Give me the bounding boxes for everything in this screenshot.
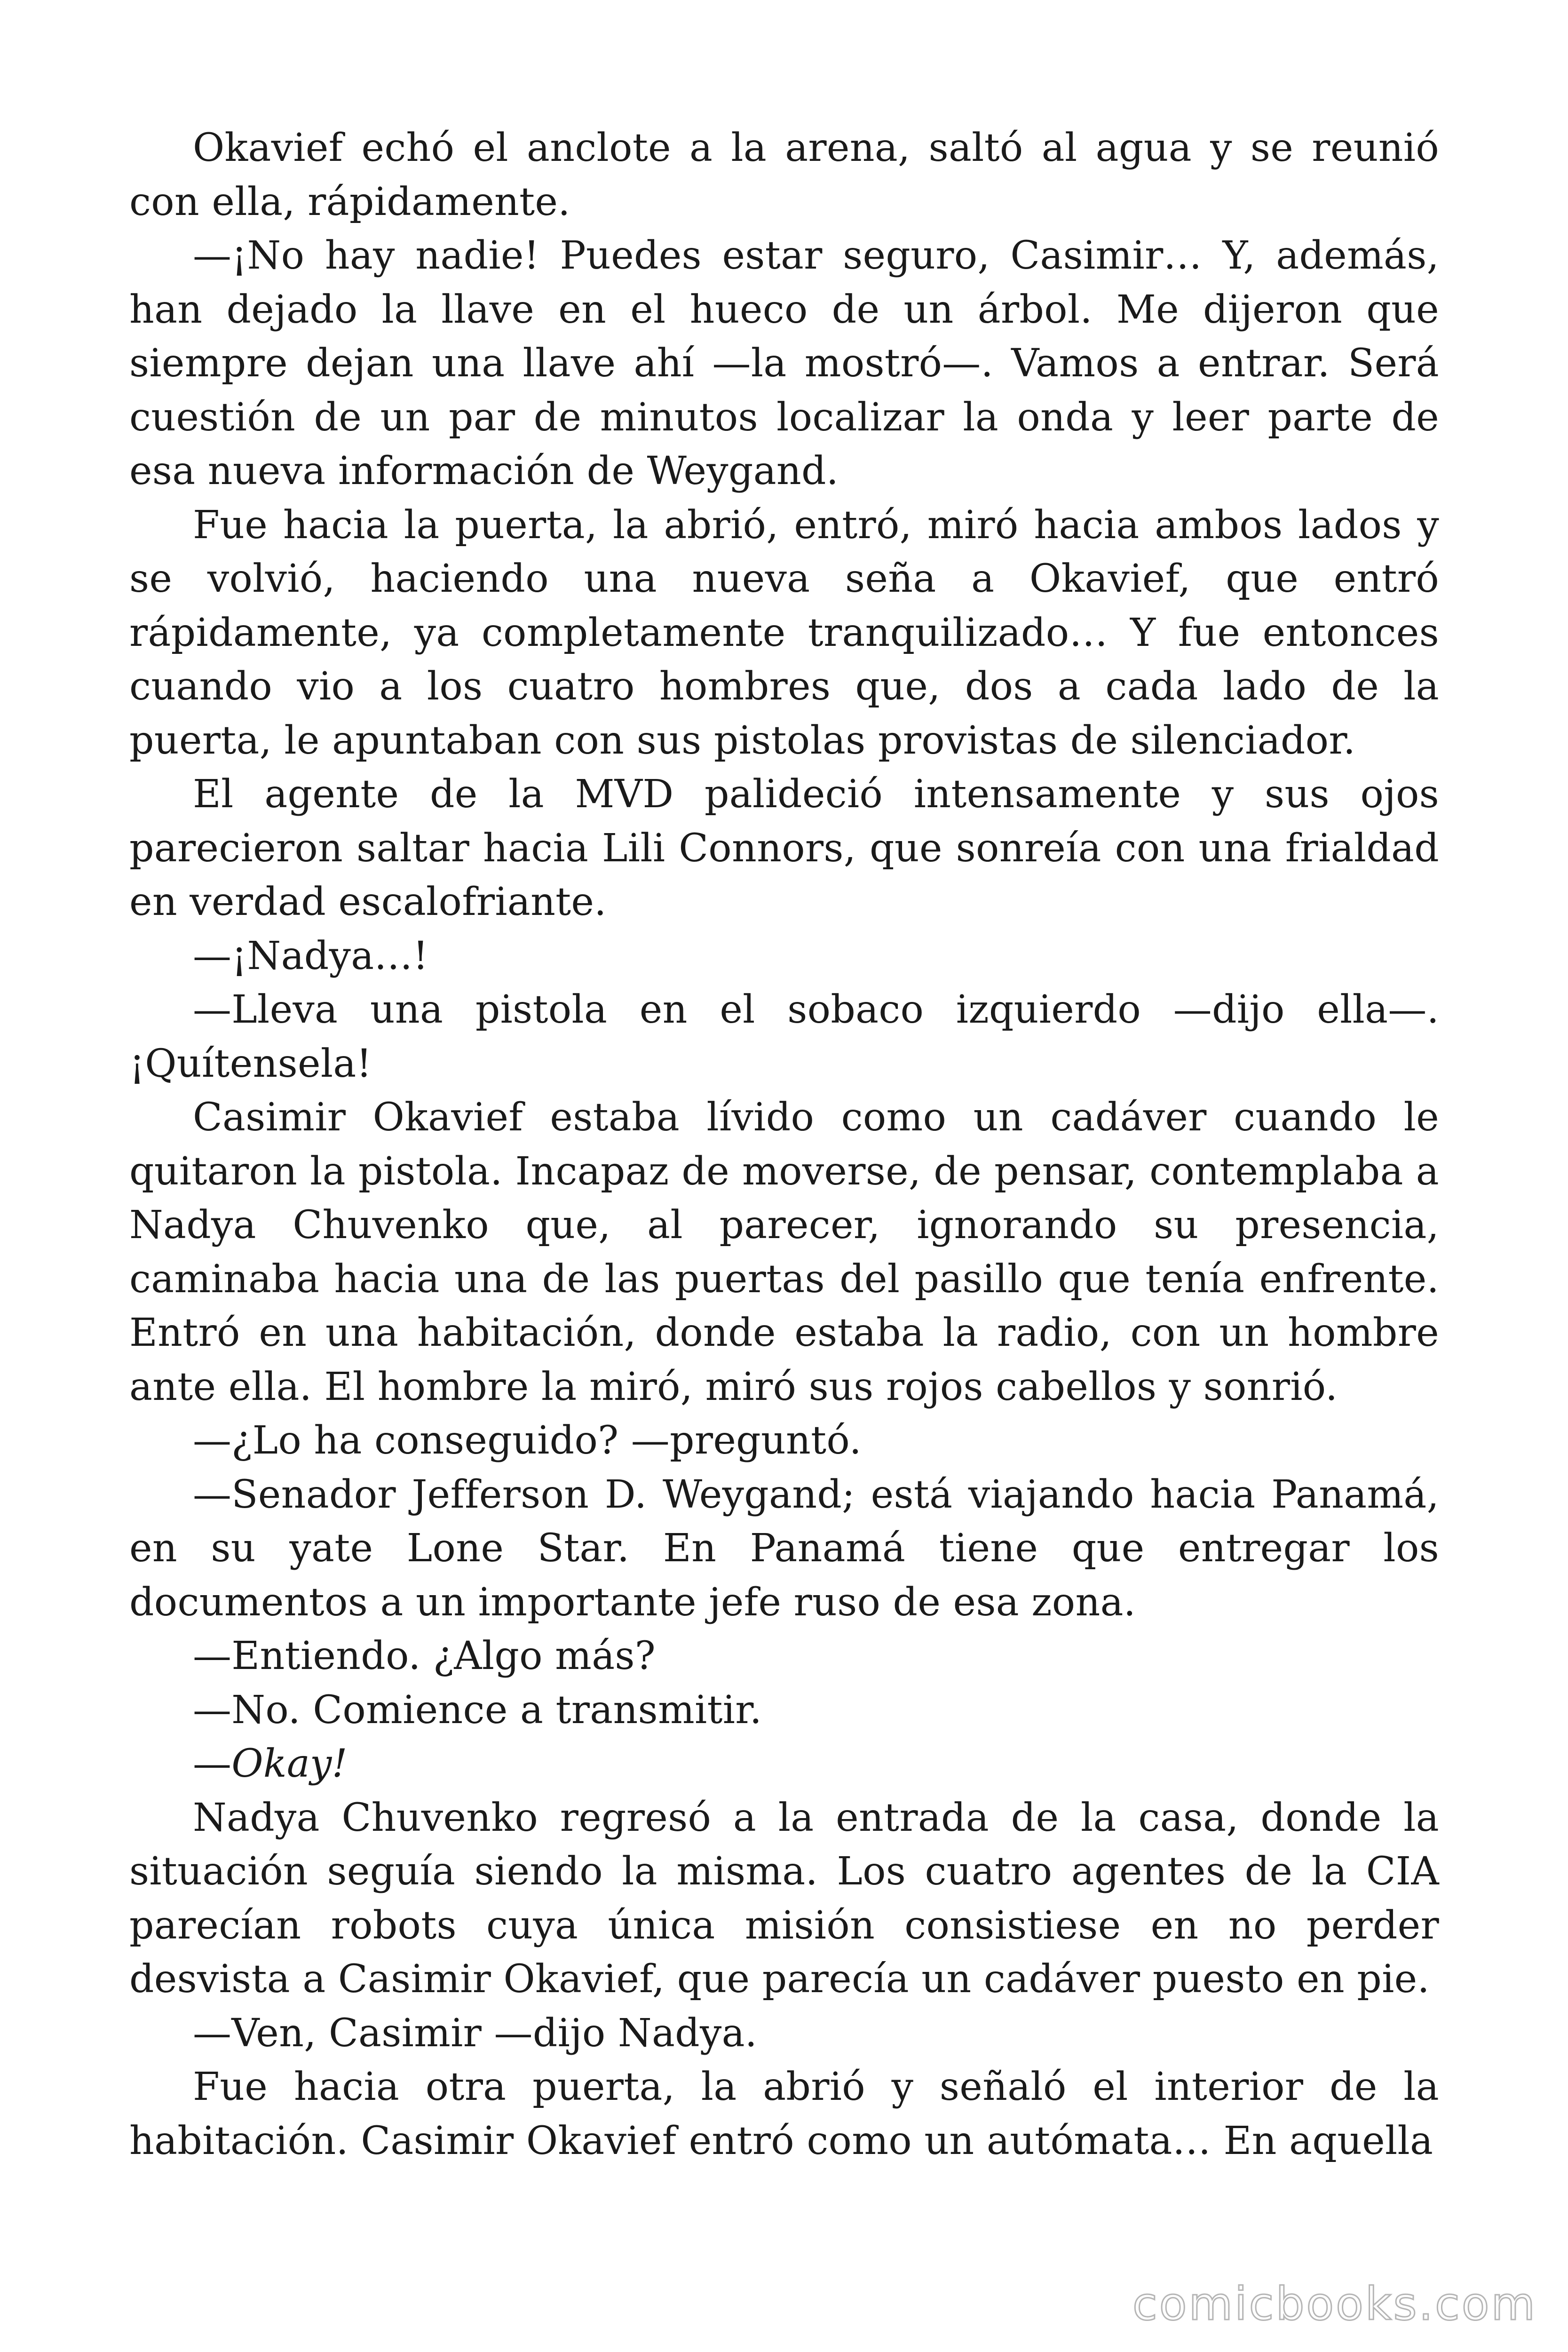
okay-italic-text: Okay! [231, 1741, 348, 1786]
paragraph-8: —¿Lo ha conseguido? —preguntó. [193, 1418, 862, 1463]
paragraph-4: El agente de la MVD palideció intensamente y sus ojos parecieron saltar hacia Lili Connors, que sonreía con una frialdad en verdad escalofriante. [129, 772, 1439, 924]
paragraph-6: —Lleva una pistola en el sobaco izquierdo —dijo ella—. ¡Quítensela! [129, 987, 1439, 1086]
paragraph-2: —¡No hay nadie! Puedes estar seguro, Casimir… Y, además, han dejado la llave en el hueco de un árbol. Me dijeron que siempre dejan una llave ahí —la mostró—. Vamos a entrar. Será cuestión de un par de minutos localizar la onda y leer parte de esa nueva información de Weygand. [129, 233, 1439, 493]
paragraph-1: Okavief echó el anclote a la arena, saltó al agua y se reunió con ella, rápidamente. [129, 126, 1439, 224]
paragraph-3: Fue hacia la puerta, la abrió, entró, miró hacia ambos lados y se volvió, haciendo una nueva seña a Okavief, que entró rápidamente, ya completamente tranquilizado… Y fue entonces cuando vio a los cuatro hombres que, dos a cada lado de la puerta, le apuntaban con sus pistolas provistas de silenciador. [129, 502, 1439, 763]
paragraph-okay [129, 1737, 1439, 1791]
paragraph-12: Nadya Chuvenko regresó a la entrada de la casa, donde la situación seguía siendo la misma. Los cuatro agentes de la CIA parecían robots cuya única misión consistiese en no perder desvista a Casimir Okavief, que parecía un cadáver puesto en pie. [129, 1795, 1439, 2002]
book-page-text [129, 121, 1439, 2168]
paragraph-10: —Entiendo. ¿Algo más? [193, 1634, 656, 1678]
paragraph-9: —Senador Jefferson D. Weygand; está viajando hacia Panamá, en su yate Lone Star. En Panamá tiene que entregar los documentos a un importante jefe ruso de esa zona. [129, 1472, 1439, 1625]
paragraph-5: —¡Nadya…! [193, 933, 428, 978]
paragraph-14: Fue hacia otra puerta, la abrió y señaló el interior de la habitación. Casimir Okavief entró como un autómata… En aquella [129, 2065, 1439, 2163]
paragraph-13: —Ven, Casimir —dijo Nadya. [193, 2010, 758, 2056]
watermark-logo: comicbooks.com [1132, 2278, 1537, 2330]
paragraph-7: Casimir Okavief estaba lívido como un cadáver cuando le quitaron la pistola. Incapaz de moverse, de pensar, contemplaba a Nadya Chuvenko que, al parecer, ignorando su presencia, caminaba hacia una de las puertas del pasillo que tenía enfrente. Entró en una habitación, donde estaba la radio, con un hombre ante ella. El hombre la miró, miró sus rojos cabellos y sonrió. [129, 1095, 1439, 1409]
okay-dash: — [193, 1741, 232, 1786]
paragraph-11: —No. Comience a transmitir. [193, 1687, 762, 1732]
